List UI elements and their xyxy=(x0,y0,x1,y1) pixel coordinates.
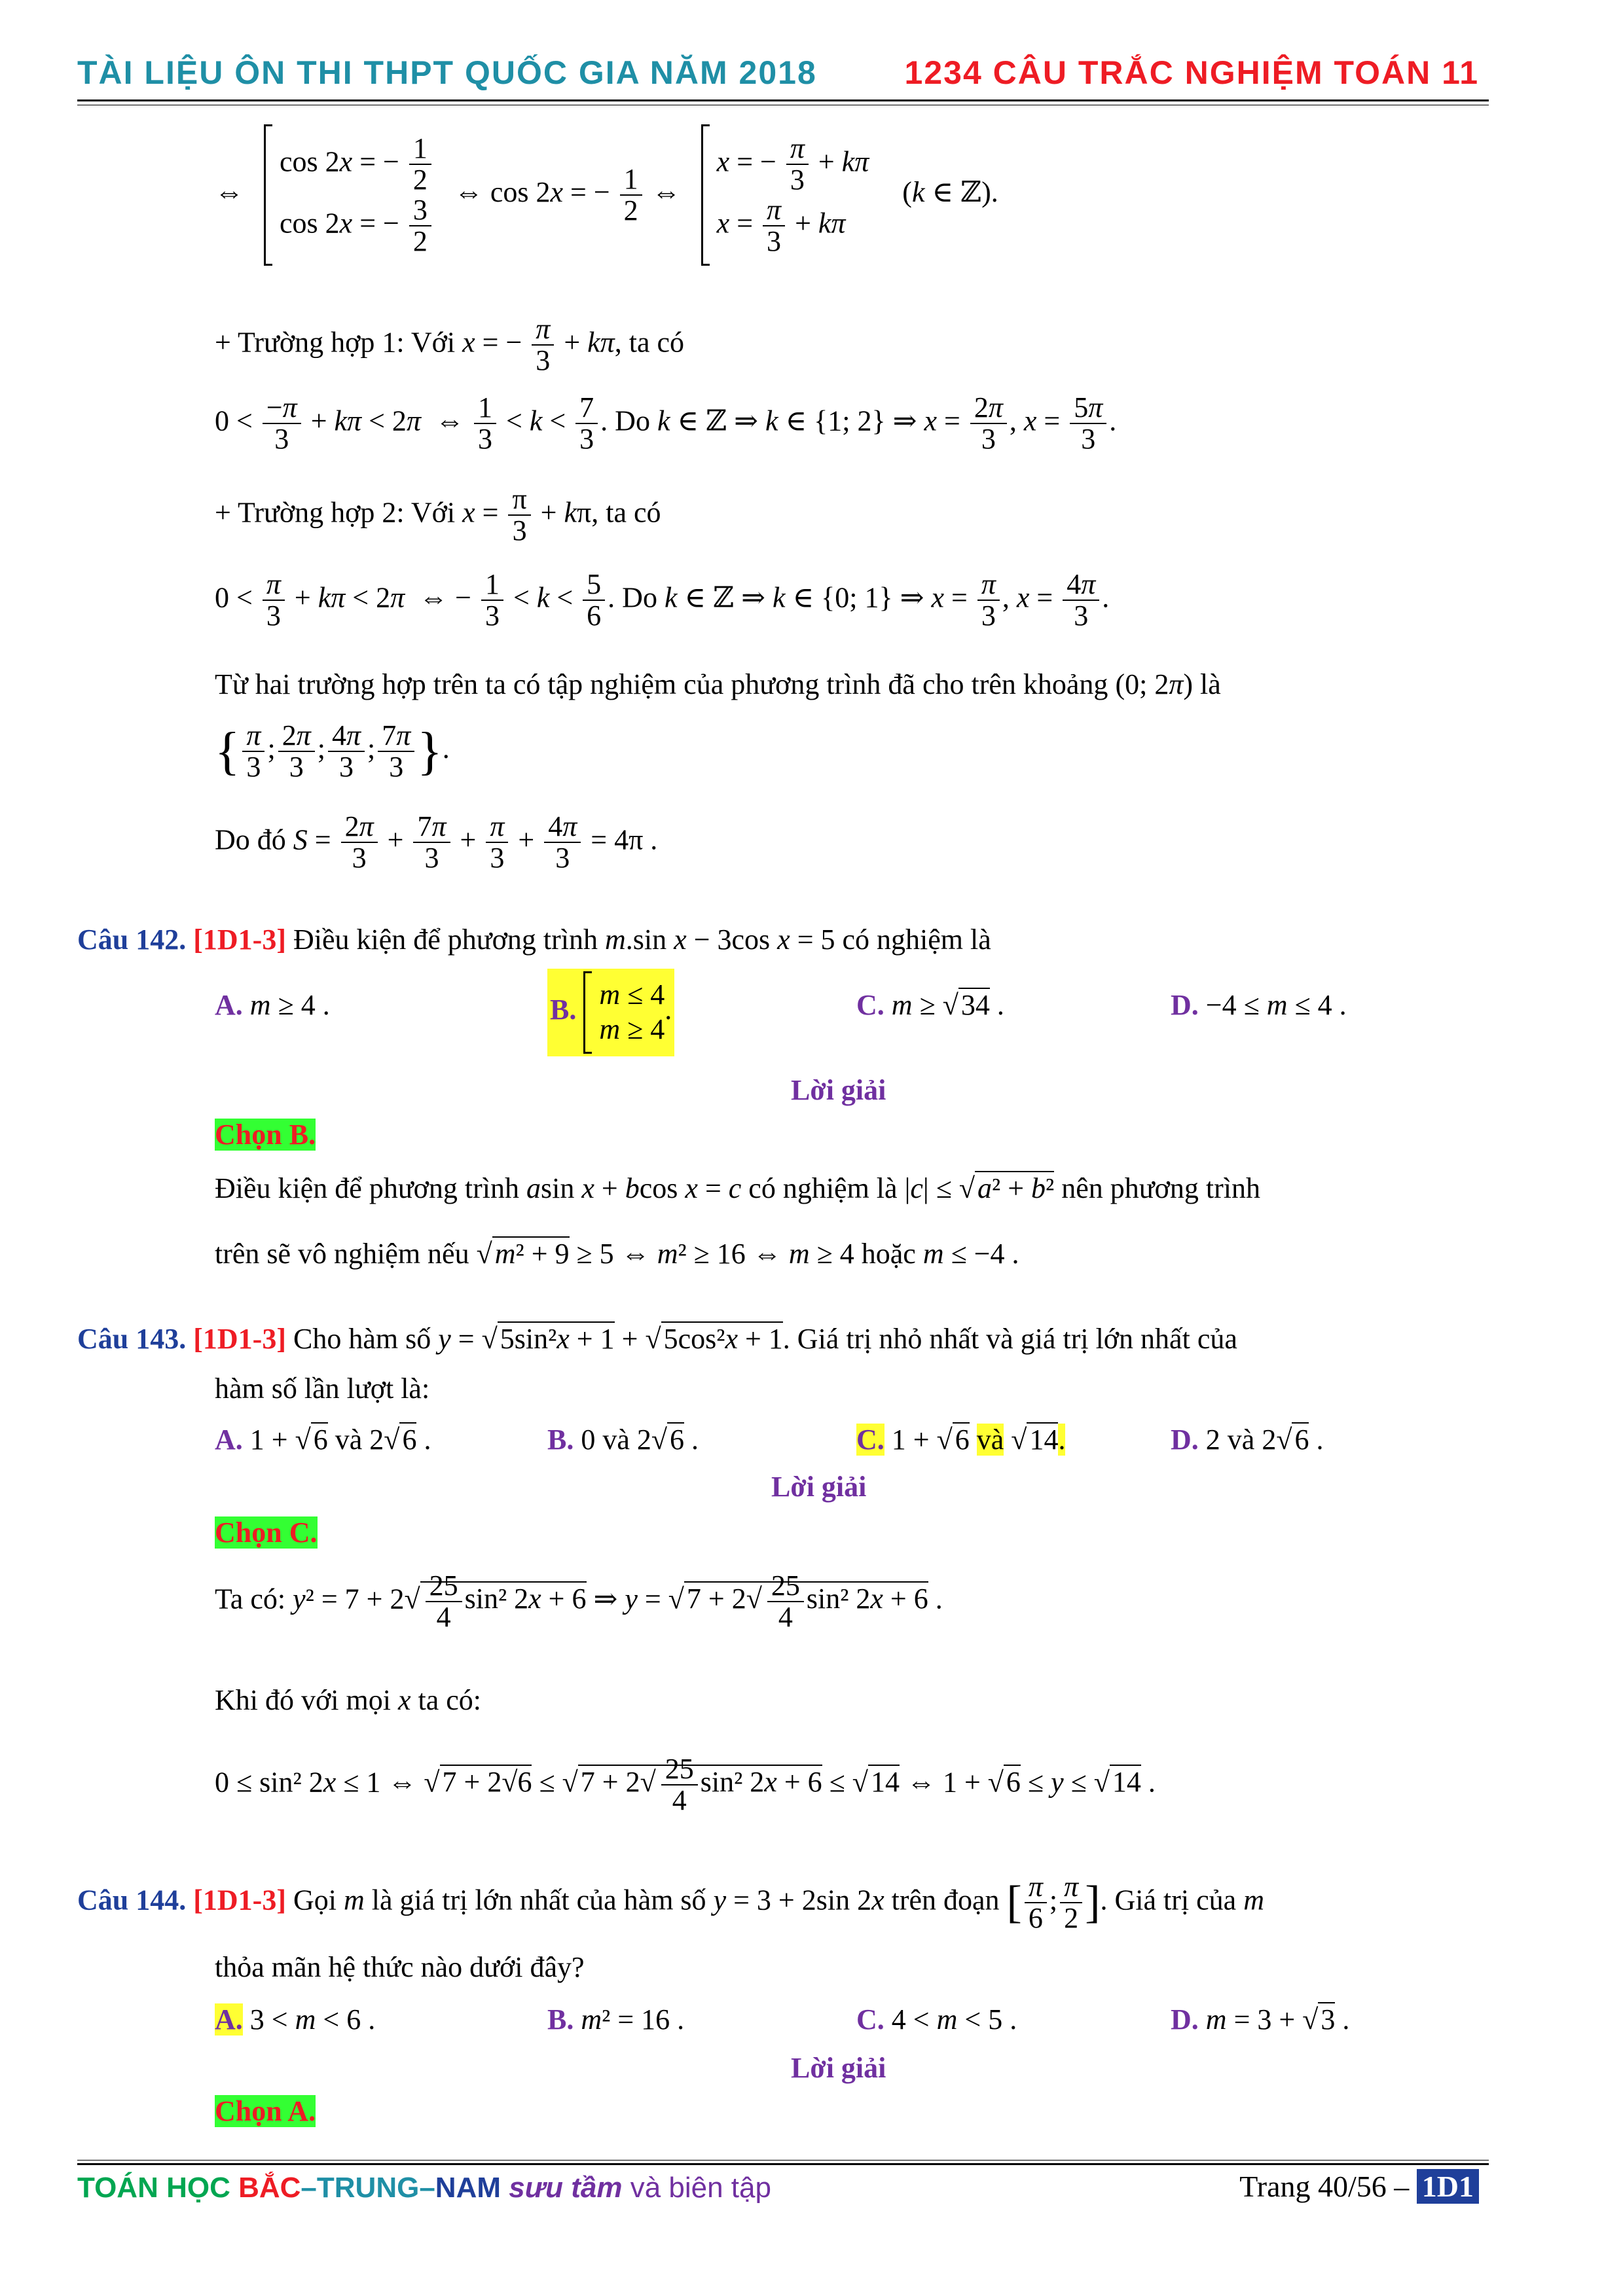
footer-rule xyxy=(77,2163,1489,2165)
page-number: Trang 40/56 – 1D1 xyxy=(1239,2169,1479,2204)
case2-calc: 0 < $\frac{\pi}{3}$ + kπ < 2π ⇔ − $\frac{1}{3}$ < k < $\frac{5}{6}$ . Do k ∈ ℤ ⇒ k ∈ {0; 1} ⇒ x = $\frac{\pi}{3}$ , x = $\frac{4\pi}{3}$ . xyxy=(215,568,1110,632)
header-rule xyxy=(77,99,1489,101)
q144-option-d[interactable]: D. m = 3 + √3 . xyxy=(1171,2003,1350,2036)
q142-answer: Chọn B. xyxy=(215,1119,316,1151)
q142-option-c[interactable]: C. m ≥ √34 . xyxy=(856,989,1004,1021)
footer-rule-thin xyxy=(77,2160,1489,2161)
question-142: Câu 142. [1D1-3] Điều kiện để phương trình m.sin x − 3cos x = 5 có nghiệm là xyxy=(77,924,991,956)
case1-line: + Trường hợp 1: Với x = − $\frac{\pi}{3}$ + kπ, ta có xyxy=(215,313,685,377)
conclusion-line: Từ hai trường hợp trên ta có tập nghiệm của phương trình đã cho trên khoảng (0; 2π) là xyxy=(215,668,1221,700)
case1-calc: 0 < $\frac{-\pi}{3}$ + kπ < 2π ⇔ $\frac{1}{3}$ < k < $\frac{7}{3}$ . Do k ∈ ℤ ⇒ k ∈ {1; 2} ⇒ x = $\frac{2\pi}{3}$ , x = $\frac{5\pi}{3}$ . xyxy=(215,391,1117,456)
q142-explanation-2: trên sẽ vô nghiệm nếu √m² + 9 ≥ 5 ⇔ m² ≥ 16 ⇔ m ≥ 4 hoặc m ≤ −4 . xyxy=(215,1238,1019,1270)
q143-step-2: Khi đó với mọi x ta có: xyxy=(215,1684,481,1716)
q143-option-a[interactable]: A. 1 + √6 và 2√6 . xyxy=(215,1424,431,1456)
q142-option-d[interactable]: D. −4 ≤ m ≤ 4 . xyxy=(1171,989,1347,1021)
sum-line: Do đó S = $\frac{2\pi}{3}$ + $\frac{7\pi}{3}$ + $\frac{\pi}{3}$ + $\frac{4\pi}{3}$ = 4π . xyxy=(215,810,658,874)
q144-option-b[interactable]: B. m² = 16 . xyxy=(547,2003,685,2036)
footer-credit: TOÁN HỌC BẮC–TRUNG–NAM sưu tầm và biên tập xyxy=(77,2172,771,2204)
header-left-title: TÀI LIỆU ÔN THI THPT QUỐC GIA NĂM 2018 xyxy=(77,54,817,91)
header-right-title: 1234 CÂU TRẮC NGHIỆM TOÁN 11 xyxy=(904,54,1479,91)
q143-step-1: Ta có: y² = 7 + 2√ $\frac{25}{4}$ sin² 2x + 6 ⇒ y = √7 + 2√ $\frac{25}{4}$ sin² 2x + 6 . xyxy=(215,1570,943,1634)
q143-option-c[interactable]: C. 1 + √6 và √14. xyxy=(856,1424,1066,1456)
q143-solution-heading: Lời giải xyxy=(771,1471,867,1503)
case2-line: + Trường hợp 2: Với x = $\frac{\pi}{3}$ + kπ, ta có xyxy=(215,483,661,547)
q143-text-cont: hàm số lần lượt là: xyxy=(215,1372,430,1405)
q142-explanation-1: Điều kiện để phương trình asin x + bcos x = c có nghiệm là |c| ≤ √a² + b² nên phương trình xyxy=(215,1172,1260,1204)
q142-solution-heading: Lời giải xyxy=(791,1074,886,1106)
q144-solution-heading: Lời giải xyxy=(791,2052,886,2084)
q144-option-a[interactable]: A. 3 < m < 6 . xyxy=(215,2003,376,2036)
question-143: Câu 143. [1D1-3] Cho hàm số y = √5sin²x + 1 + √5cos²x + 1. Giá trị nhỏ nhất và giá trị lớn nhất của xyxy=(77,1323,1237,1355)
solution-set: { $\frac{\pi}{3}$ ; $\frac{2\pi}{3}$ ; $\frac{4\pi}{3}$ ; $\frac{7\pi}{3}$ }. xyxy=(215,719,450,783)
q143-step-3: 0 ≤ sin² 2x ≤ 1 ⇔ √7 + 2√6 ≤ √7 + 2√ $\frac{25}{4}$ sin² 2x + 6 ≤ √14 ⇔ 1 + √6 ≤ y ≤ √14 . xyxy=(215,1753,1156,1817)
chapter-badge: 1D1 xyxy=(1417,2169,1479,2204)
equivalence-line: ⇔ cos 2x = − $\frac{1}{2}$ cos 2x = − $\frac{3}{2}$ ⇔ cos 2x = − $\frac{1}{2}$ ⇔ x = − $\frac{\pi}{3}$ + kπ x = $\frac{\pi}{3}$ + kπ (k ∈ ℤ). xyxy=(215,124,998,266)
q144-text-cont: thỏa mãn hệ thức nào dưới đây? xyxy=(215,1951,585,1983)
q143-option-d[interactable]: D. 2 và 2√6 . xyxy=(1171,1424,1324,1456)
q142-option-a[interactable]: A. m ≥ 4 . xyxy=(215,989,330,1021)
question-144: Câu 144. [1D1-3] Gọi m là giá trị lớn nhất của hàm số y = 3 + 2sin 2x trên đoạn [ $\frac{\pi}{6}$ ; $\frac{\pi}{2}$ ]. Giá trị của m xyxy=(77,1871,1264,1935)
q144-answer: Chọn A. xyxy=(215,2095,316,2127)
q143-option-b[interactable]: B. 0 và 2√6 . xyxy=(547,1424,699,1456)
q143-answer: Chọn C. xyxy=(215,1516,318,1549)
q142-option-b[interactable]: B. m ≤ 4 m ≥ 4 . xyxy=(547,969,674,1056)
q144-option-c[interactable]: C. 4 < m < 5 . xyxy=(856,2003,1017,2036)
